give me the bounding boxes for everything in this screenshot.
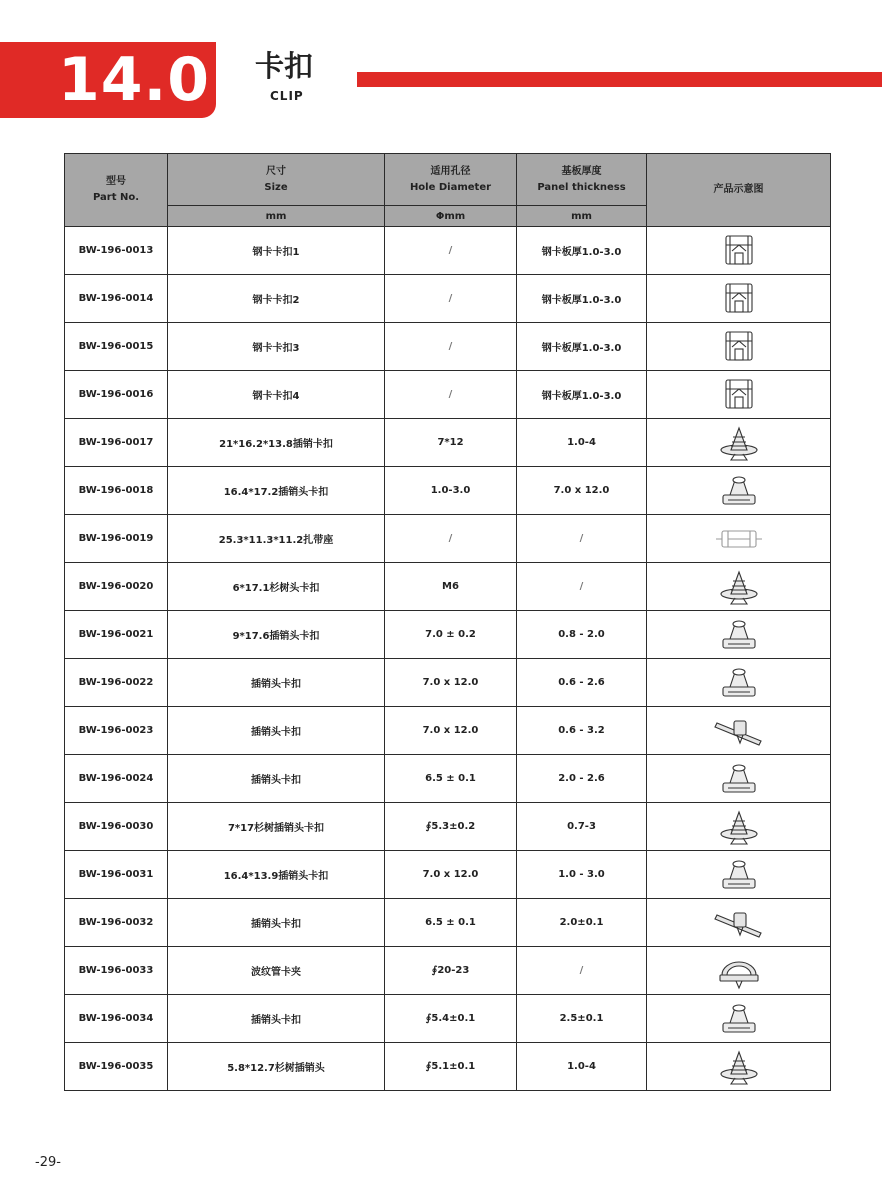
cell-product-image <box>647 1043 831 1091</box>
steel-clip-icon <box>647 375 830 415</box>
cell-part-no: BW-196-0035 <box>65 1043 168 1091</box>
cell-panel-thickness: 2.5±0.1 <box>517 995 647 1043</box>
cell-product-image <box>647 563 831 611</box>
cell-size: 插销头卡扣 <box>168 707 385 755</box>
table-body <box>65 227 831 1091</box>
col-header-hole <box>385 154 517 206</box>
table-row <box>65 419 831 467</box>
col-unit-panel: mm <box>517 206 647 227</box>
cell-part-no: BW-196-0024 <box>65 755 168 803</box>
col-header-size-en: Size <box>264 181 288 193</box>
push-pin-clip-icon <box>647 999 830 1039</box>
table-row <box>65 611 831 659</box>
cell-size: 5.8*12.7杉树插销头 <box>168 1043 385 1091</box>
push-pin-clip-icon <box>647 615 830 655</box>
cell-hole-diameter: / <box>385 515 517 563</box>
cell-product-image <box>647 707 831 755</box>
col-header-hole-cn: 适用孔径 <box>430 165 471 177</box>
cell-part-no: BW-196-0023 <box>65 707 168 755</box>
cable-tie-clip-icon <box>647 903 830 943</box>
table-row <box>65 1043 831 1091</box>
cell-size: 25.3*11.3*11.2扎带座 <box>168 515 385 563</box>
cell-hole-diameter: 7.0 ± 0.2 <box>385 611 517 659</box>
table-row <box>65 371 831 419</box>
cell-product-image <box>647 995 831 1043</box>
col-header-hole-en: Hole Diameter <box>409 181 492 193</box>
cell-size: 16.4*17.2插销头卡扣 <box>168 467 385 515</box>
table-row <box>65 563 831 611</box>
cell-part-no: BW-196-0014 <box>65 275 168 323</box>
cell-part-no: BW-196-0015 <box>65 323 168 371</box>
push-pin-clip-icon <box>647 471 830 511</box>
cell-panel-thickness: 1.0 - 3.0 <box>517 851 647 899</box>
cell-size: 插销头卡扣 <box>168 659 385 707</box>
col-header-part-no-cn: 型号 <box>106 176 126 187</box>
col-unit-hole: Φmm <box>385 206 517 227</box>
fir-tree-clip-icon <box>647 423 830 463</box>
table-row <box>65 227 831 275</box>
cell-part-no: BW-196-0013 <box>65 227 168 275</box>
cell-panel-thickness: 2.0 - 2.6 <box>517 755 647 803</box>
cell-panel-thickness: / <box>517 947 647 995</box>
cell-size: 插销头卡扣 <box>168 755 385 803</box>
cell-part-no: BW-196-0032 <box>65 899 168 947</box>
table-row <box>65 659 831 707</box>
cell-size: 波纹管卡夹 <box>168 947 385 995</box>
cell-hole-diameter: 7*12 <box>385 419 517 467</box>
cell-panel-thickness: 0.8 - 2.0 <box>517 611 647 659</box>
cell-product-image <box>647 227 831 275</box>
cell-hole-diameter: 7.0 x 12.0 <box>385 659 517 707</box>
cell-product-image <box>647 323 831 371</box>
cell-hole-diameter: / <box>385 227 517 275</box>
cell-hole-diameter: / <box>385 323 517 371</box>
cell-panel-thickness: 1.0-4 <box>517 1043 647 1091</box>
col-header-image <box>647 154 831 227</box>
col-header-panel-cn: 基板厚度 <box>561 165 602 177</box>
table-row <box>65 707 831 755</box>
fir-tree-clip-icon <box>647 1047 830 1087</box>
cell-part-no: BW-196-0021 <box>65 611 168 659</box>
cell-size: 9*17.6插销头卡扣 <box>168 611 385 659</box>
cell-panel-thickness: 钢卡板厚1.0-3.0 <box>517 275 647 323</box>
cell-size: 钢卡卡扣1 <box>168 227 385 275</box>
cell-panel-thickness: 0.7-3 <box>517 803 647 851</box>
table-row <box>65 947 831 995</box>
cell-hole-diameter: ∮5.1±0.1 <box>385 1043 517 1091</box>
cell-panel-thickness: / <box>517 515 647 563</box>
cell-hole-diameter: / <box>385 371 517 419</box>
section-title-cn: 卡扣 <box>255 49 314 83</box>
table-row <box>65 515 831 563</box>
cell-size: 6*17.1杉树头卡扣 <box>168 563 385 611</box>
table-row <box>65 323 831 371</box>
cell-size: 16.4*13.9插销头卡扣 <box>168 851 385 899</box>
table-row <box>65 467 831 515</box>
fir-tree-clip-icon <box>647 567 830 607</box>
section-title-en: CLIP <box>270 89 304 103</box>
cell-product-image <box>647 899 831 947</box>
col-header-part-no <box>65 154 168 227</box>
cell-hole-diameter: 7.0 x 12.0 <box>385 851 517 899</box>
parts-table <box>64 153 831 1091</box>
cell-part-no: BW-196-0030 <box>65 803 168 851</box>
table-row <box>65 851 831 899</box>
col-unit-size: mm <box>168 206 385 227</box>
cell-size: 钢卡卡扣3 <box>168 323 385 371</box>
steel-clip-icon <box>647 231 830 271</box>
cell-product-image <box>647 275 831 323</box>
cell-size: 插销头卡扣 <box>168 899 385 947</box>
section-number: 14.0 <box>58 45 211 115</box>
cell-hole-diameter: / <box>385 275 517 323</box>
table-row <box>65 755 831 803</box>
table-row <box>65 899 831 947</box>
cell-part-no: BW-196-0017 <box>65 419 168 467</box>
table-row <box>65 803 831 851</box>
cell-size: 7*17杉树插销头卡扣 <box>168 803 385 851</box>
cell-panel-thickness: 钢卡板厚1.0-3.0 <box>517 371 647 419</box>
cell-product-image <box>647 611 831 659</box>
conduit-clamp-icon <box>647 951 830 991</box>
cell-panel-thickness: 2.0±0.1 <box>517 899 647 947</box>
push-pin-clip-icon <box>647 759 830 799</box>
cell-hole-diameter: 6.5 ± 0.1 <box>385 755 517 803</box>
cell-product-image <box>647 851 831 899</box>
cell-panel-thickness: 0.6 - 3.2 <box>517 707 647 755</box>
col-header-panel <box>517 154 647 206</box>
col-header-image-cn: 产品示意图 <box>713 184 764 195</box>
cell-product-image <box>647 371 831 419</box>
cell-product-image <box>647 659 831 707</box>
col-header-size <box>168 154 385 206</box>
page-number: -29- <box>35 1155 61 1170</box>
push-pin-clip-icon <box>647 855 830 895</box>
push-pin-clip-icon <box>647 663 830 703</box>
cell-product-image <box>647 419 831 467</box>
cell-panel-thickness: / <box>517 563 647 611</box>
steel-clip-icon <box>647 279 830 319</box>
col-header-size-cn: 尺寸 <box>266 165 286 177</box>
cell-product-image <box>647 467 831 515</box>
cell-product-image <box>647 947 831 995</box>
table-row <box>65 275 831 323</box>
cell-panel-thickness: 钢卡板厚1.0-3.0 <box>517 323 647 371</box>
cell-size: 钢卡卡扣2 <box>168 275 385 323</box>
col-header-part-no-en: Part No. <box>92 192 140 203</box>
cable-tie-clip-icon <box>647 711 830 751</box>
cell-panel-thickness: 0.6 - 2.6 <box>517 659 647 707</box>
steel-clip-icon <box>647 327 830 367</box>
cell-part-no: BW-196-0034 <box>65 995 168 1043</box>
cell-panel-thickness: 7.0 x 12.0 <box>517 467 647 515</box>
cell-part-no: BW-196-0018 <box>65 467 168 515</box>
cell-part-no: BW-196-0019 <box>65 515 168 563</box>
cell-hole-diameter: ∮20-23 <box>385 947 517 995</box>
cell-hole-diameter: ∮5.3±0.2 <box>385 803 517 851</box>
cell-hole-diameter: 1.0-3.0 <box>385 467 517 515</box>
cell-product-image <box>647 515 831 563</box>
cell-panel-thickness: 钢卡板厚1.0-3.0 <box>517 227 647 275</box>
cell-size: 21*16.2*13.8插销卡扣 <box>168 419 385 467</box>
col-header-panel-en: Panel thickness <box>537 181 626 193</box>
table-row <box>65 995 831 1043</box>
cell-hole-diameter: M6 <box>385 563 517 611</box>
cell-hole-diameter: ∮5.4±0.1 <box>385 995 517 1043</box>
cell-product-image <box>647 755 831 803</box>
cell-part-no: BW-196-0020 <box>65 563 168 611</box>
cell-size: 插销头卡扣 <box>168 995 385 1043</box>
cell-hole-diameter: 6.5 ± 0.1 <box>385 899 517 947</box>
cell-panel-thickness: 1.0-4 <box>517 419 647 467</box>
header-divider-bar <box>357 72 882 87</box>
cell-size: 钢卡卡扣4 <box>168 371 385 419</box>
table-header <box>65 154 831 227</box>
cable-tie-mount-icon <box>647 519 830 559</box>
cell-part-no: BW-196-0016 <box>65 371 168 419</box>
fir-tree-clip-icon <box>647 807 830 847</box>
cell-hole-diameter: 7.0 x 12.0 <box>385 707 517 755</box>
cell-part-no: BW-196-0033 <box>65 947 168 995</box>
cell-part-no: BW-196-0031 <box>65 851 168 899</box>
cell-part-no: BW-196-0022 <box>65 659 168 707</box>
cell-product-image <box>647 803 831 851</box>
